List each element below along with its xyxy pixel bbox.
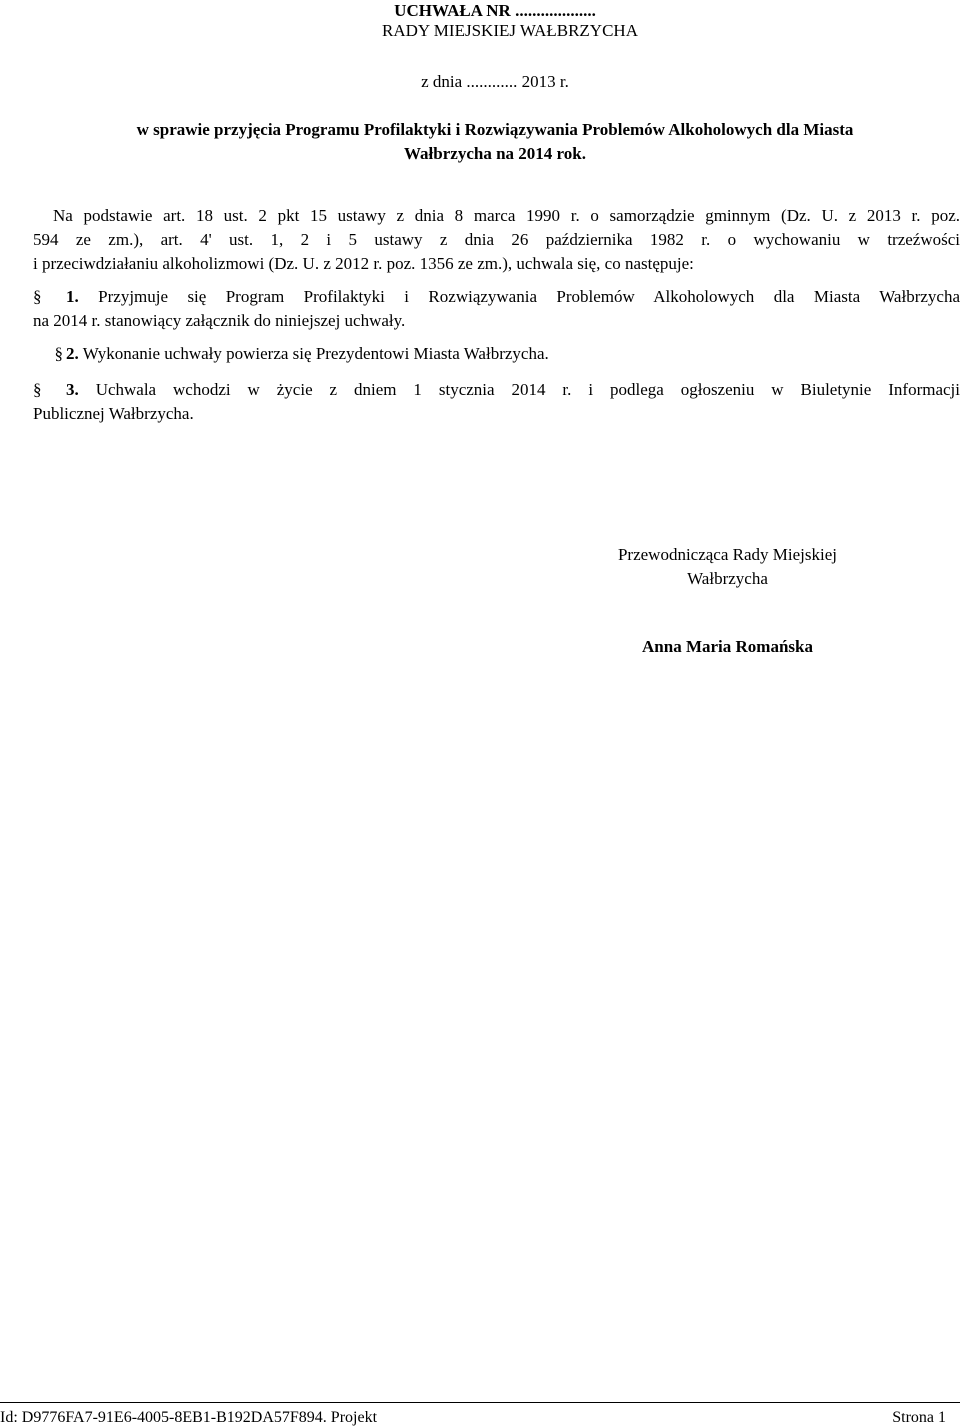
section-2: [33, 344, 549, 364]
footer-divider: [0, 1402, 960, 1403]
section-1: [33, 287, 960, 307]
section-1-text-line1: Przyjmuje się Program Profilaktyki i Rozwiązywania Problemów Alkoholowych dla Miasta Wałbrzycha: [98, 287, 960, 306]
section-symbol: §: [33, 380, 42, 399]
resolution-subject-line1: w sprawie przyjęcia Programu Profilaktyki i Rozwiązywania Problemów Alkoholowych dla Miasta: [136, 120, 854, 139]
section-1-text-line2: na 2014 r. stanowiący załącznik do niniejszej uchwały.: [33, 311, 406, 330]
section-3-text-line1: Uchwala wchodzi w życie z dniem 1 stycznia 2014 r. i podlega ogłoszeniu w Biuletynie Informacji: [95, 380, 960, 399]
council-name: RADY MIEJSKIEJ WAŁBRZYCHA: [382, 21, 638, 40]
signatory-role-line1: Przewodnicząca Rady Miejskiej: [617, 545, 838, 564]
legal-basis-line2: 594 ze zm.), art. 4' ust. 1, 2 i 5 ustawy z dnia 26 października 1982 r. o wychowaniu w trzeźwości: [33, 230, 960, 249]
signatory-name: Anna Maria Romańska: [642, 637, 813, 656]
section-2-text: Wykonanie uchwały powierza się Prezydentowi Miasta Wałbrzycha.: [82, 344, 549, 363]
section-3-text-line2: Publicznej Wałbrzycha.: [33, 404, 194, 423]
legal-basis-line1: Na podstawie art. 18 ust. 2 pkt 15 ustawy z dnia 8 marca 1990 r. o samorządzie gminnym (Dz. U. z 2013 r. poz.: [53, 206, 960, 225]
section-number: 1.: [66, 287, 79, 306]
resolution-date: z dnia ............ 2013 r.: [421, 72, 569, 91]
resolution-title: UCHWAŁA NR ...................: [394, 1, 596, 20]
section-3: [33, 380, 960, 400]
signatory-role-line2: Wałbrzycha: [687, 569, 768, 588]
section-number: 2.: [66, 344, 79, 363]
legal-basis-line3: i przeciwdziałaniu alkoholizmowi (Dz. U. z 2012 r. poz. 1356 ze zm.), uchwala się, co następuje:: [33, 254, 694, 273]
section-symbol: §: [54, 344, 63, 363]
resolution-subject-line2: Wałbrzycha na 2014 rok.: [404, 144, 586, 163]
section-number: 3.: [66, 380, 79, 399]
page-number: Strona 1: [892, 1409, 946, 1426]
section-symbol: §: [33, 287, 42, 306]
document-id: Id: D9776FA7-91E6-4005-8EB1-B192DA57F894. Projekt: [0, 1409, 378, 1426]
